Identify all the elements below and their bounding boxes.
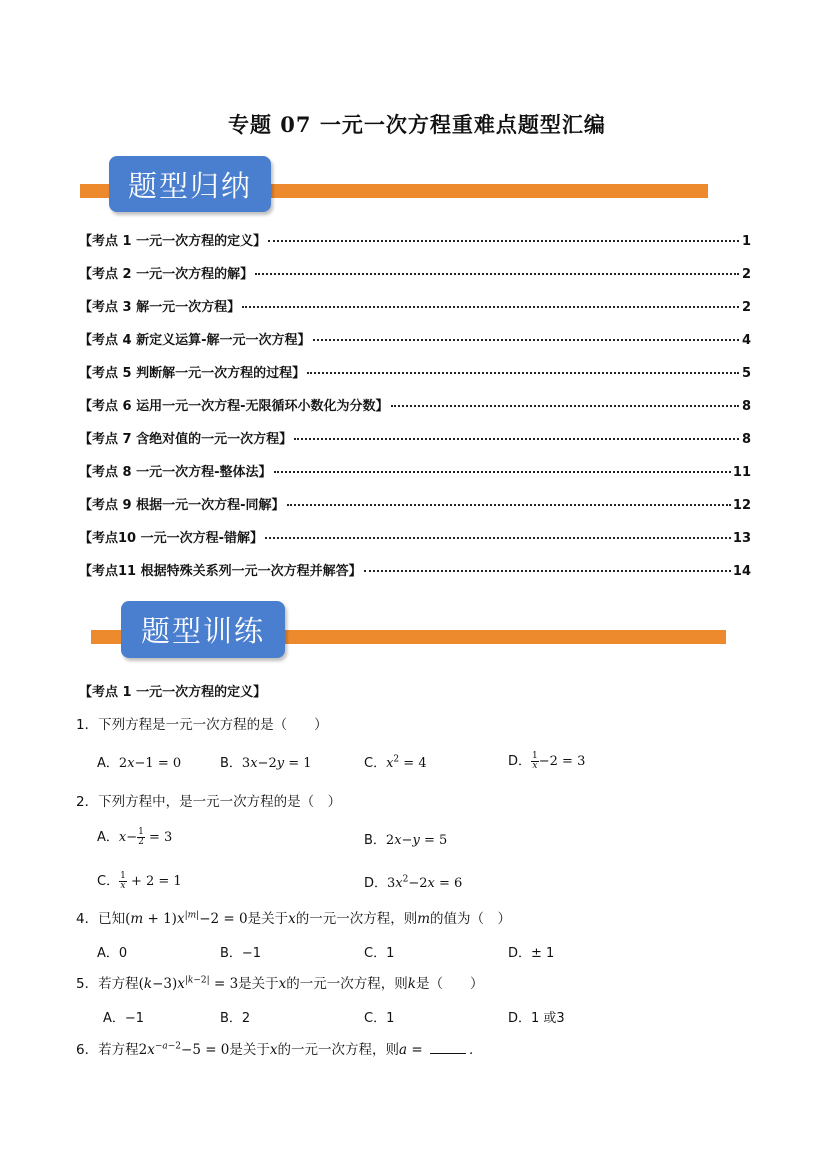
- toc-leader-dots: [268, 240, 739, 242]
- toc-label: 【考点 9 根据一元一次方程-同解】: [79, 498, 285, 513]
- banner-label: 题型训练: [121, 601, 285, 658]
- question-text: 是关于: [229, 1042, 270, 1058]
- toc-page-number: 4: [741, 333, 751, 348]
- option-letter: A．: [97, 756, 119, 771]
- toc-entry[interactable]: [79, 230, 751, 263]
- question-text: 的一元一次方程，则: [286, 976, 408, 992]
- toc-page-number: 5: [741, 366, 751, 381]
- option-letter: A．: [97, 830, 119, 845]
- option-d: D．± 1: [508, 946, 555, 961]
- toc-label: 【考点 5 判断解一元一次方程的过程】: [79, 366, 306, 381]
- toc-label: 【考点11 根据特殊关系列一元一次方程并解答】: [79, 564, 362, 579]
- question-text: 5．若方程: [76, 976, 139, 992]
- option-letter: B．: [220, 756, 242, 771]
- toc-label: 【考点 2 一元一次方程的解】: [79, 267, 254, 282]
- toc-label: 【考点 7 含绝对值的一元一次方程】: [79, 432, 293, 447]
- toc-page-number: 8: [741, 399, 751, 414]
- toc-page-number: 2: [741, 267, 751, 282]
- section-heading: 【考点 1 一元一次方程的定义】: [79, 685, 267, 700]
- option-d: D． $\frac{1}{x}$ −2 = 3: [508, 751, 586, 771]
- toc-page-number: 2: [741, 300, 751, 315]
- option-letter: D．: [508, 754, 532, 769]
- question-text: 4．已知: [76, 911, 126, 927]
- toc-page-number: 8: [741, 432, 751, 447]
- toc-entry[interactable]: [79, 395, 751, 428]
- answer-blank[interactable]: [430, 1041, 466, 1054]
- table-of-contents: [79, 230, 751, 593]
- question-text: 是（ ）: [415, 976, 484, 992]
- option-b: B．2x−y = 5: [364, 833, 448, 848]
- option-c: C．$x^2 = 4$: [364, 754, 427, 771]
- option-a: A．x− $\frac{1}{2}$ = 3: [97, 827, 173, 847]
- toc-label: 【考点 6 运用一元一次方程-无限循环小数化为分数】: [79, 399, 389, 414]
- toc-label: 【考点 3 解一元一次方程】: [79, 300, 241, 315]
- toc-entry[interactable]: [79, 263, 751, 296]
- toc-entry[interactable]: [79, 329, 751, 362]
- toc-leader-dots: [287, 504, 731, 506]
- toc-leader-dots: [294, 438, 739, 440]
- question-6: 6．若方程$2x^{-a-2}-5 = 0$是关于x的一元一次方程，则a = .: [76, 1041, 474, 1058]
- toc-leader-dots: [307, 372, 739, 374]
- question-text: .: [469, 1042, 474, 1058]
- toc-page-number: 12: [732, 498, 751, 513]
- question-text: 是关于: [247, 911, 289, 927]
- banner-label: 题型归纳: [109, 156, 271, 212]
- option-a: A．2x−1 = 0: [97, 756, 182, 771]
- toc-entry[interactable]: [79, 296, 751, 329]
- question-5: 5．若方程$(k-3)x^{|k-2|} = 3$是关于x的一元一次方程，则k是（ ）: [76, 975, 484, 992]
- toc-label: 【考点 1 一元一次方程的定义】: [79, 234, 267, 249]
- option-d: D．$3x^2-2x = 6$: [364, 874, 463, 891]
- option-letter: C．: [97, 874, 120, 889]
- option-b: B．3x−2y = 1: [220, 756, 312, 771]
- toc-page-number: 13: [732, 531, 751, 546]
- option-c: C． $\frac{1}{x}$ + 2 = 1: [97, 871, 182, 891]
- toc-entry[interactable]: [79, 560, 751, 593]
- toc-page-number: 11: [732, 465, 751, 480]
- toc-leader-dots: [313, 339, 740, 341]
- option-letter: B．: [364, 833, 386, 848]
- option-b: B．−1: [220, 946, 262, 961]
- toc-entry[interactable]: [79, 494, 751, 527]
- question-2: 2．下列方程中，是一元一次方程的是（ ）: [76, 794, 342, 810]
- toc-leader-dots: [242, 306, 739, 308]
- toc-leader-dots: [255, 273, 739, 275]
- toc-label: 【考点 8 一元一次方程-整体法】: [79, 465, 272, 480]
- toc-entry[interactable]: [79, 527, 751, 560]
- toc-leader-dots: [391, 405, 740, 407]
- question-1: 1．下列方程是一元一次方程的是（ ）: [76, 717, 328, 733]
- option-d: D．1 或3: [508, 1011, 565, 1026]
- option-letter: D．: [364, 876, 388, 891]
- toc-label: 【考点10 一元一次方程-错解】: [79, 531, 264, 546]
- question-text: 的值为（ ）: [430, 911, 512, 927]
- toc-page-number: 1: [741, 234, 751, 249]
- toc-leader-dots: [364, 570, 731, 572]
- toc-label: 【考点 4 新定义运算-解一元一次方程】: [79, 333, 311, 348]
- toc-leader-dots: [265, 537, 731, 539]
- option-a: A．−1: [103, 1011, 145, 1026]
- toc-entry[interactable]: [79, 362, 751, 395]
- question-text: 的一元一次方程，则: [277, 1042, 400, 1058]
- page-title: 专题 07 一元一次方程重难点题型汇编: [228, 112, 606, 137]
- toc-page-number: 14: [732, 564, 751, 579]
- toc-entry[interactable]: [79, 428, 751, 461]
- toc-entry[interactable]: [79, 461, 751, 494]
- option-c: C．1: [364, 1011, 395, 1026]
- option-b: B．2: [220, 1011, 251, 1026]
- option-letter: C．: [364, 756, 387, 771]
- question-4: 4．已知$(m + 1)x^{|m|}-2 = 0$是关于x的一元一次方程，则m的值为（ ）: [76, 910, 512, 927]
- toc-leader-dots: [274, 471, 731, 473]
- option-c: C．1: [364, 946, 395, 961]
- question-text: 6．若方程: [76, 1042, 139, 1058]
- question-text: 是关于: [238, 976, 279, 992]
- option-a: A．0: [97, 946, 128, 961]
- question-text: 的一元一次方程，则: [295, 911, 418, 927]
